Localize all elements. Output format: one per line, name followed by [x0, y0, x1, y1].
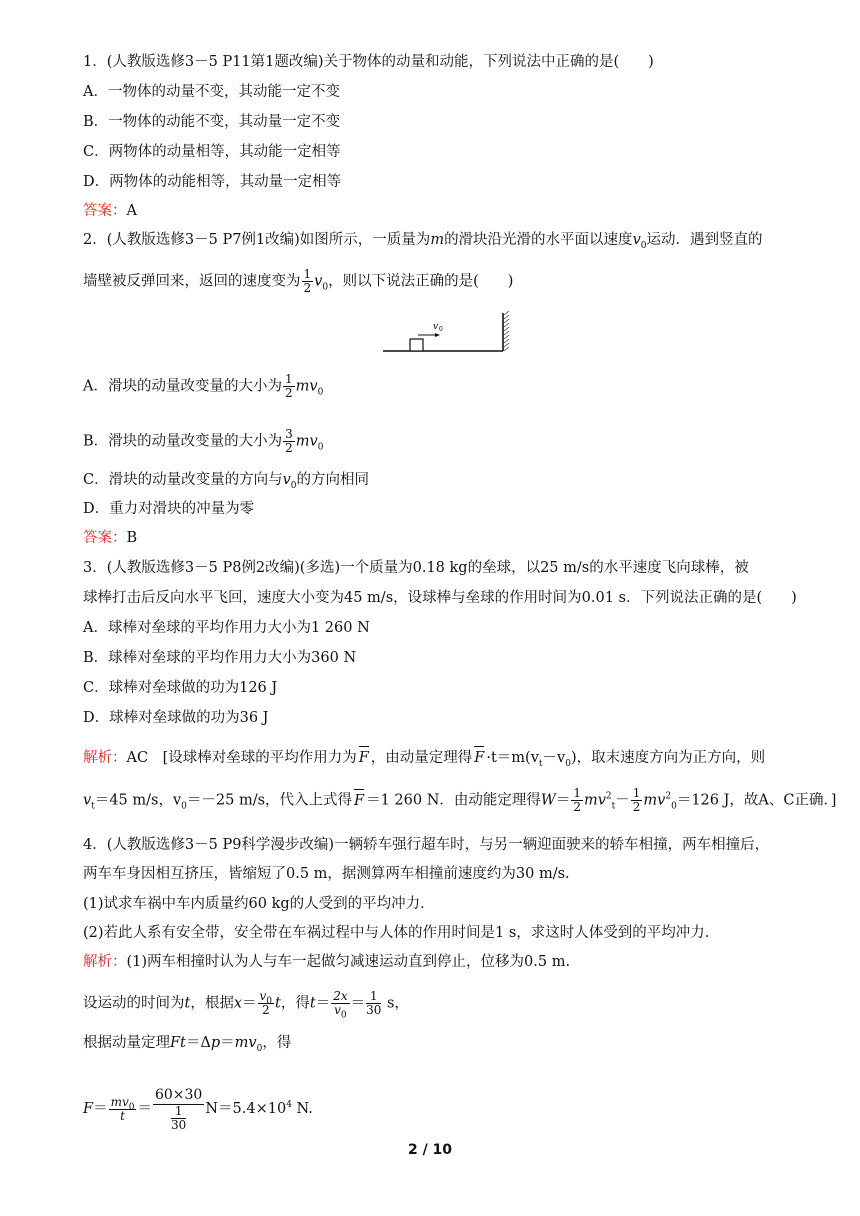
fraction: $\frac{1}{2}$: [303, 267, 312, 295]
q2-option-d: D．重力对滑块的冲量为零: [83, 501, 255, 517]
q3-option-b: B．球棒对垒球的平均作用力大小为360 N: [83, 650, 357, 666]
slider-block: [410, 339, 423, 351]
q4-analysis-line3: 根据动量定理$Ft=\Delta p=mv_0$，得: [83, 1035, 292, 1054]
figure-v0-sub: 0: [439, 326, 443, 333]
q1-option-a: A．一物体的动量不变，其动能一定不变: [83, 84, 340, 100]
q2-option-c: C．滑块的动量改变量的方向与$v_0$的方向相同: [83, 472, 370, 491]
q4-stem-line2: 两车车身因相互挤压，皆缩短了0.5 m，据测算两车相撞前速度约为30 m/s.: [83, 866, 570, 882]
q1-stem: 1．(人教版选修3－5 P11第1题改编)关于物体的动量和动能，下列说法中正确的是( ): [83, 54, 654, 70]
q3-stem-line2: 球棒打击后反向水平飞回，速度大小变为45 m/s，设球棒与垒球的作用时间为0.01 s．下列说法正确的是( ): [83, 590, 797, 606]
q3-analysis-line1: 解析：AC [设球棒对垒球的平均作用力为 F ，由动量定理得 $F \cdot t=m(v_t-v_0)$，取末速度方向为正方向，则: [83, 746, 765, 768]
velocity-arrow-head: [435, 333, 440, 337]
figure-v0-label: v: [433, 322, 439, 332]
q3-option-c: C．球棒对垒球做的功为126 J: [83, 680, 278, 696]
q2-figure-block-wall: [380, 308, 515, 358]
q2-stem-line2: 墙壁被反弹回来，返回的速度变为 $\frac{1}{2}$ $v_0$，则以下说法正确的是( ): [83, 267, 514, 295]
q1-option-b: B．一物体的动能不变，其动量一定不变: [83, 114, 341, 130]
q1-option-c: C．两物体的动量相等，其动能一定相等: [83, 144, 341, 160]
q2-answer: 答案：B: [83, 530, 138, 546]
page-number: 2 / 10: [407, 1142, 453, 1158]
q4-subquestion-2: (2)若此人系有安全带，安全带在车祸过程中与人体的作用时间是1 s，求这时人体受到的平均冲力．: [83, 925, 720, 941]
q1-option-d: D．两物体的动能相等，其动量一定相等: [83, 174, 342, 190]
wall-hatching: [504, 311, 509, 351]
q3-analysis-line2: $v_t=45$ m/s，$v_0=-25$ m/s，代入上式得 F ＝1 260 N．由动能定理得W＝ $\frac{1}{2}$ $mv^2_t-$ $\frac{1}{2}$ $mv^2_0=126$ J，故A、C正确．]: [83, 786, 837, 814]
q4-stem-line1: 4．(人教版选修3－5 P9科学漫步改编)一辆轿车强行超车时，与另一辆迎面驶来的轿车相撞，两车相撞后，: [83, 837, 770, 853]
q3-option-d: D．球棒对垒球做的功为36 J: [83, 710, 269, 726]
q4-analysis-line2: 设运动的时间为t，根据x＝ $\frac{v_0}{2}$ t，得t＝ $\frac{2x}{v_0}$ ＝ $\frac{1}{30}$ s，: [83, 989, 409, 1021]
q3-stem-line1: 3．(人教版选修3－5 P8例2改编)(多选)一个质量为0.18 kg的垒球，以25 m/s的水平速度飞向球棒，被: [83, 560, 749, 576]
q4-analysis-line4: F＝ $\frac{mv_0}{t}$ ＝ $\frac{60\times 30}{\frac{1}{30}}$ $N=5.4\times 10^4$ N.: [83, 1087, 313, 1132]
q1-answer: 答案：A: [83, 203, 137, 219]
q4-analysis-line1: 解析：(1)两车相撞时认为人与车一起做匀减速运动直到停止，位移为0.5 m.: [83, 954, 571, 970]
q3-option-a: A．球棒对垒球的平均作用力大小为1 260 N: [83, 620, 370, 636]
q2-option-a: A．滑块的动量改变量的大小为 $\frac{1}{2}$ $mv_0$: [83, 372, 324, 400]
q2-option-b: B．滑块的动量改变量的大小为 $\frac{3}{2}$ $mv_0$: [83, 427, 324, 455]
q4-subquestion-1: (1)试求车祸中车内质量约60 kg的人受到的平均冲力．: [83, 896, 435, 912]
q2-stem-line1: 2．(人教版选修3－5 P7例1改编)如图所示，一质量为m的滑块沿光滑的水平面以速度$v_0$运动．遇到竖直的: [83, 232, 763, 251]
